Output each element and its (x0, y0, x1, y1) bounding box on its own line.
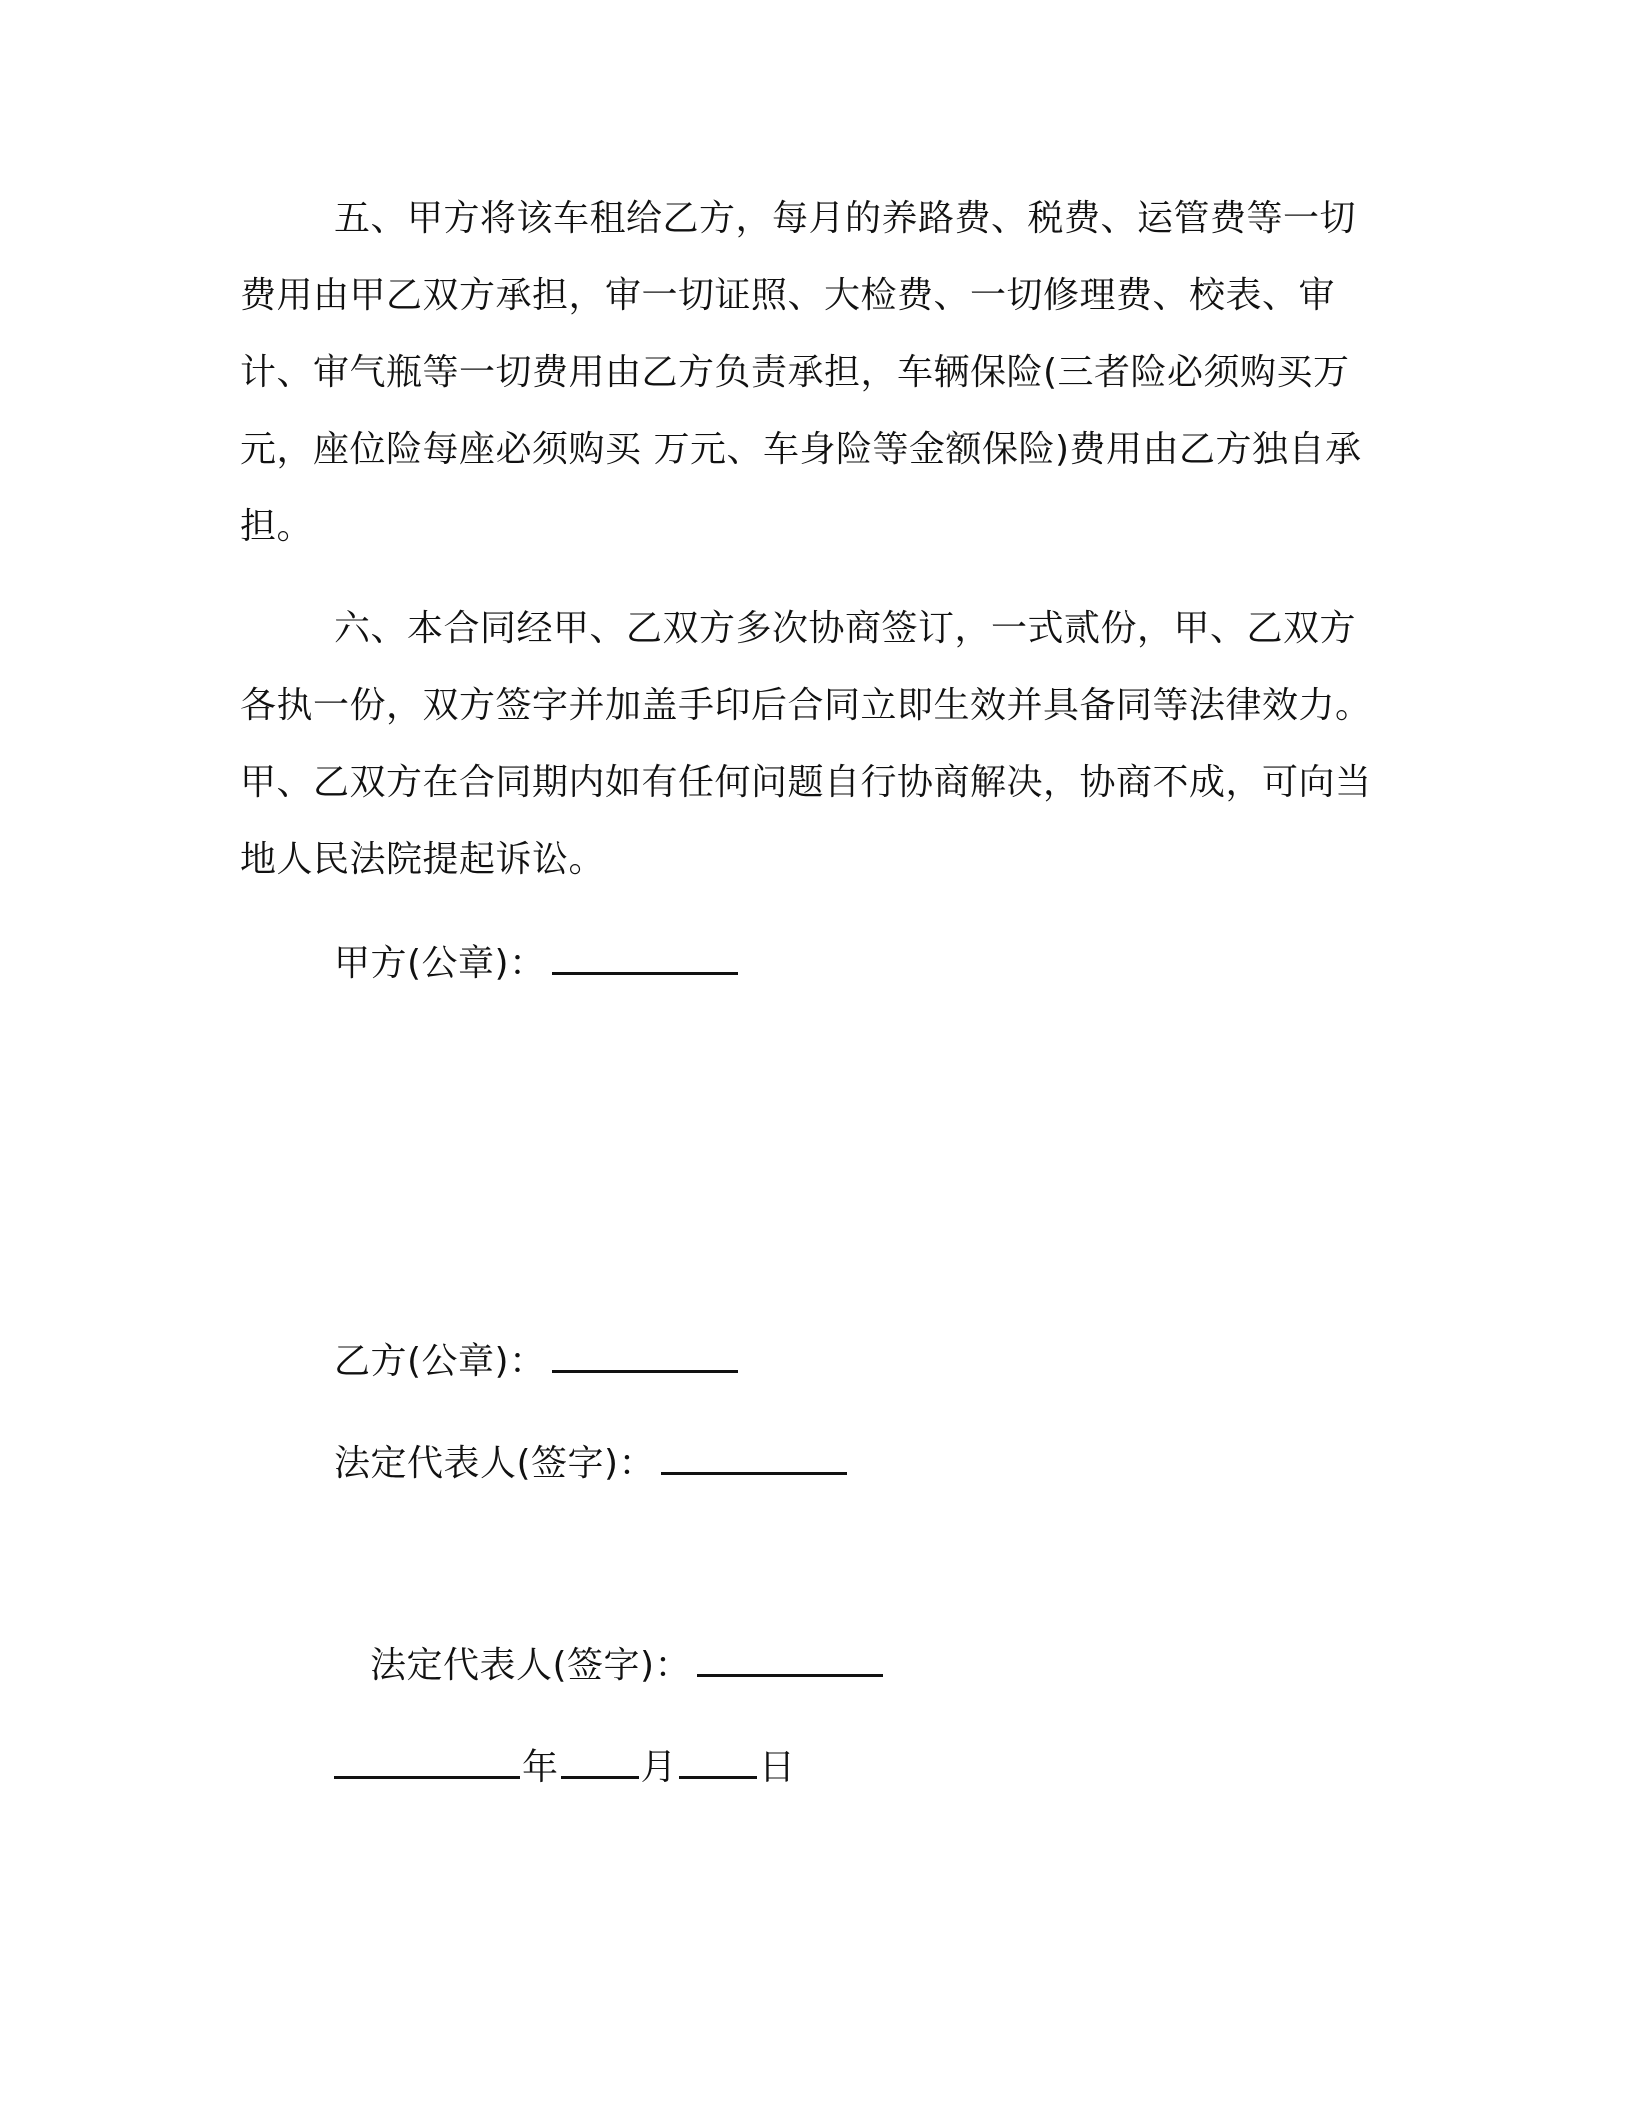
year-blank[interactable] (334, 1750, 520, 1779)
legal-rep-a-label: 法定代表人(签字)： (334, 1443, 656, 1484)
legal-rep-b-label: 法定代表人(签字)： (370, 1645, 692, 1686)
clause-five-text: 五、甲方将该车租给乙方，每月的养路费、税费、运管费等一切费用由甲乙双方承担，审一切证照、大检费、一切修理费、校表、审计、审气瓶等一切费用由乙方负责承担，车辆保险(三者险必须购买万元，座位险每座必须购买 万元、车身险等金额保险)费用由乙方独自承担。 (240, 198, 1362, 547)
party-a-signature-line (334, 940, 738, 988)
year-label: 年 (522, 1747, 559, 1788)
month-blank[interactable] (561, 1750, 639, 1779)
party-b-signature-line (334, 1338, 738, 1386)
party-b-blank[interactable] (552, 1344, 738, 1373)
clause-five (240, 180, 1380, 565)
clause-six-text: 六、本合同经甲、乙双方多次协商签订，一式贰份，甲、乙双方各执一份，双方签字并加盖手印后合同立即生效并具备同等法律效力。甲、乙双方在合同期内如有任何问题自行协商解决，协商不成，可向当地人民法院提起诉讼。 (240, 608, 1372, 880)
month-label: 月 (640, 1747, 678, 1788)
legal-rep-b-signature-line (370, 1642, 883, 1690)
party-a-label: 甲方(公章)： (334, 943, 546, 984)
legal-rep-b-blank[interactable] (697, 1648, 883, 1677)
party-a-blank[interactable] (552, 946, 738, 975)
party-b-label: 乙方(公章)： (334, 1341, 546, 1382)
legal-rep-a-blank[interactable] (661, 1446, 847, 1475)
date-line (334, 1744, 796, 1792)
day-blank[interactable] (679, 1750, 757, 1779)
legal-rep-a-signature-line (334, 1440, 847, 1488)
day-label: 日 (759, 1747, 796, 1788)
clause-six (240, 590, 1380, 898)
